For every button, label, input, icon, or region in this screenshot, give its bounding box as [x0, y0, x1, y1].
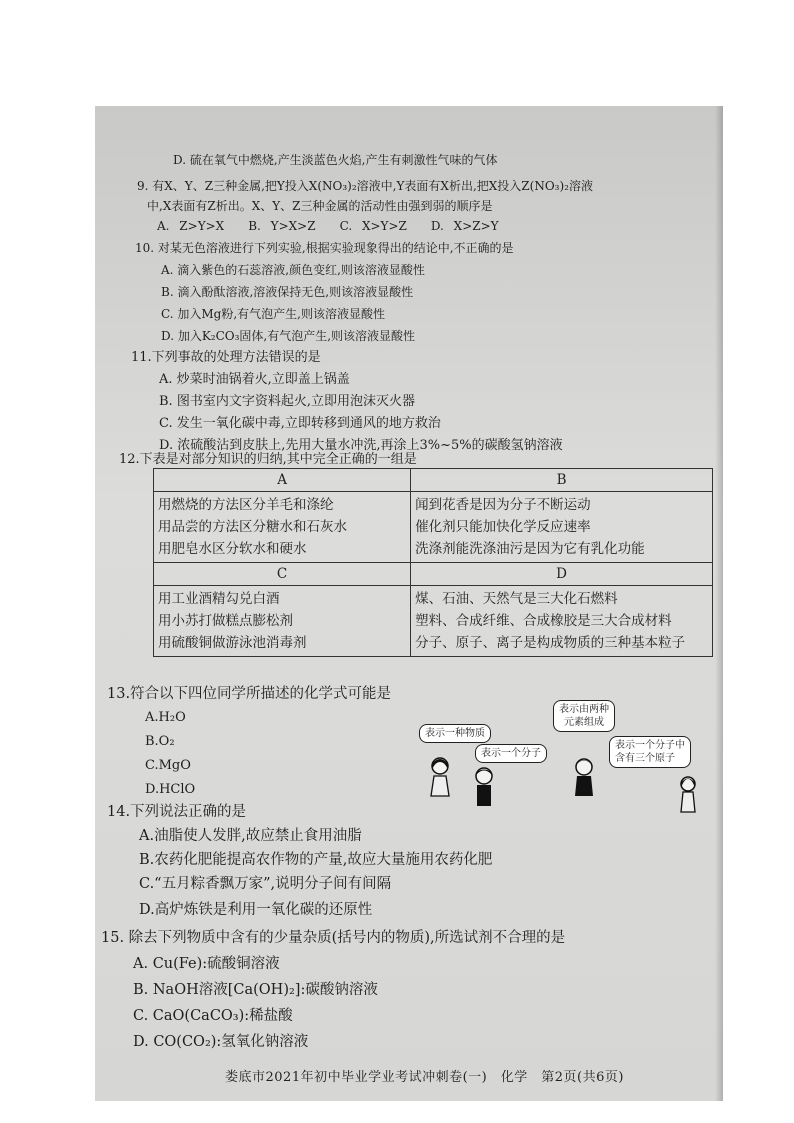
q13-option-a: A.H₂O [145, 710, 186, 725]
q10-stem: 10. 对某无色溶液进行下列实验,根据实验现象得出的结论中,不正确的是 [135, 241, 514, 255]
q9-stem: 9. 有X、Y、Z三种金属,把Y投入X(NO₃)₂溶液中,Y表面有X析出,把X投入Z(NO₃)₂溶液 [137, 179, 593, 193]
q10-option-b: B. 滴入酚酞溶液,溶液保持无色,则该溶液显酸性 [161, 285, 414, 299]
q13-option-d: D.HClO [145, 782, 196, 797]
table-c-line-3: 用硫酸铜做游泳池消毒剂 [158, 635, 307, 651]
speech-bubble-4-line-1: 表示一个分子中 [615, 740, 685, 751]
page-footer: 娄底市2021年初中毕业学业考试冲刺卷(一) 化学 第2页(共6页) [225, 1070, 624, 1085]
student-girl-icon [425, 756, 455, 798]
table-cell-a [154, 492, 411, 563]
q14-option-a: A.油脂使人发胖,故应禁止食用油脂 [139, 828, 362, 844]
q14-stem: 14.下列说法正确的是 [107, 804, 247, 820]
speech-bubble-4 [609, 736, 691, 768]
student-girl-2-icon [675, 774, 701, 814]
q14-option-c: C.“五月粽香飘万家”,说明分子间有间隔 [139, 876, 392, 892]
q15-option-c: C. CaO(CaCO₃):稀盐酸 [133, 1008, 293, 1024]
table-cell-d [411, 586, 713, 657]
knowledge-table [153, 468, 713, 657]
speech-bubble-3-line-1: 表示由两种 [559, 704, 609, 715]
table-d-line-2: 塑料、合成纤维、合成橡胶是三大合成材料 [415, 613, 672, 629]
table-d-line-3: 分子、原子、离子是构成物质的三种基本粒子 [415, 635, 686, 651]
table-c-line-1: 用工业酒精勾兑白酒 [158, 591, 280, 607]
q8-option-d: D. 硫在氧气中燃烧,产生淡蓝色火焰,产生有刺激性气味的气体 [173, 153, 498, 167]
q9-stem-cont: 中,X表面有Z析出。X、Y、Z三种金属的活动性由强到弱的顺序是 [147, 199, 493, 213]
table-b-line-1: 闻到花香是因为分子不断运动 [415, 497, 591, 513]
q13-stem: 13.符合以下四位同学所描述的化学式可能是 [107, 686, 392, 702]
q11-option-d: D. 浓硫酸沾到皮肤上,先用大量水冲洗,再涂上3%~5%的碳酸氢钠溶液 [159, 438, 563, 453]
q15-option-d: D. CO(CO₂):氢氧化钠溶液 [133, 1034, 309, 1050]
q13-option-c: C.MgO [145, 758, 191, 773]
table-a-line-3: 用肥皂水区分软水和硬水 [158, 541, 307, 557]
table-a-line-1: 用燃烧的方法区分羊毛和涤纶 [158, 497, 334, 513]
table-cell-b [411, 492, 713, 563]
q15-stem: 15. 除去下列物质中含有的少量杂质(括号内的物质),所选试剂不合理的是 [101, 930, 566, 946]
speech-bubble-3 [553, 700, 615, 732]
q15-option-a: A. Cu(Fe):硫酸铜溶液 [133, 956, 280, 972]
speech-bubble-2: 表示一个分子 [475, 744, 547, 763]
table-a-line-2: 用品尝的方法区分糖水和石灰水 [158, 519, 347, 535]
table-head-c: C [154, 563, 411, 586]
speech-bubble-1: 表示一种物质 [419, 724, 491, 743]
q14-option-b: B.农药化肥能提高农作物的产量,故应大量施用农药化肥 [139, 852, 493, 868]
speech-bubble-4-line-2: 含有三个原子 [615, 753, 675, 764]
q14-option-d: D.高炉炼铁是利用一氧化碳的还原性 [139, 902, 373, 918]
table-cell-c [154, 586, 411, 657]
page-shadow-edge [715, 106, 723, 1101]
q10-option-c: C. 加入Mg粉,有气泡产生,则该溶液显酸性 [161, 307, 385, 321]
q15-option-b: B. NaOH溶液[Ca(OH)₂]:碳酸钠溶液 [133, 982, 378, 998]
table-c-line-2: 用小苏打做糕点膨松剂 [158, 613, 293, 629]
table-d-line-1: 煤、石油、天然气是三大化石燃料 [415, 591, 618, 607]
table-b-line-2: 催化剂只能加快化学反应速率 [415, 519, 591, 535]
q11-option-b: B. 图书室内文字资料起火,立即用泡沫灭火器 [159, 394, 415, 409]
table-b-line-3: 洗涤剂能洗涤油污是因为它有乳化功能 [415, 541, 645, 557]
q11-option-a: A. 炒菜时油锅着火,立即盖上锅盖 [159, 372, 350, 387]
q13-option-b: B.O₂ [145, 734, 175, 749]
exam-page-photo [95, 106, 723, 1101]
q11-stem: 11.下列事故的处理方法错误的是 [131, 350, 321, 365]
table-head-d: D [411, 563, 713, 586]
table-head-a: A [154, 469, 411, 492]
student-boy-icon [469, 766, 499, 808]
speech-bubble-3-line-2: 元素组成 [564, 717, 604, 728]
student-boy-2-icon [569, 756, 599, 798]
q11-option-c: C. 发生一氧化碳中毒,立即转移到通风的地方救治 [159, 416, 441, 431]
table-head-b: B [411, 469, 713, 492]
q9-options: A. Z>Y>X B. Y>X>Z C. X>Y>Z D. X>Z>Y [157, 219, 499, 233]
exam-sheet [95, 106, 723, 1101]
q10-option-a: A. 滴入紫色的石蕊溶液,颜色变红,则该溶液显酸性 [161, 263, 425, 277]
q12-stem: 12.下表是对部分知识的归纳,其中完全正确的一组是 [119, 452, 417, 467]
q10-option-d: D. 加入K₂CO₃固体,有气泡产生,则该溶液显酸性 [161, 329, 416, 343]
